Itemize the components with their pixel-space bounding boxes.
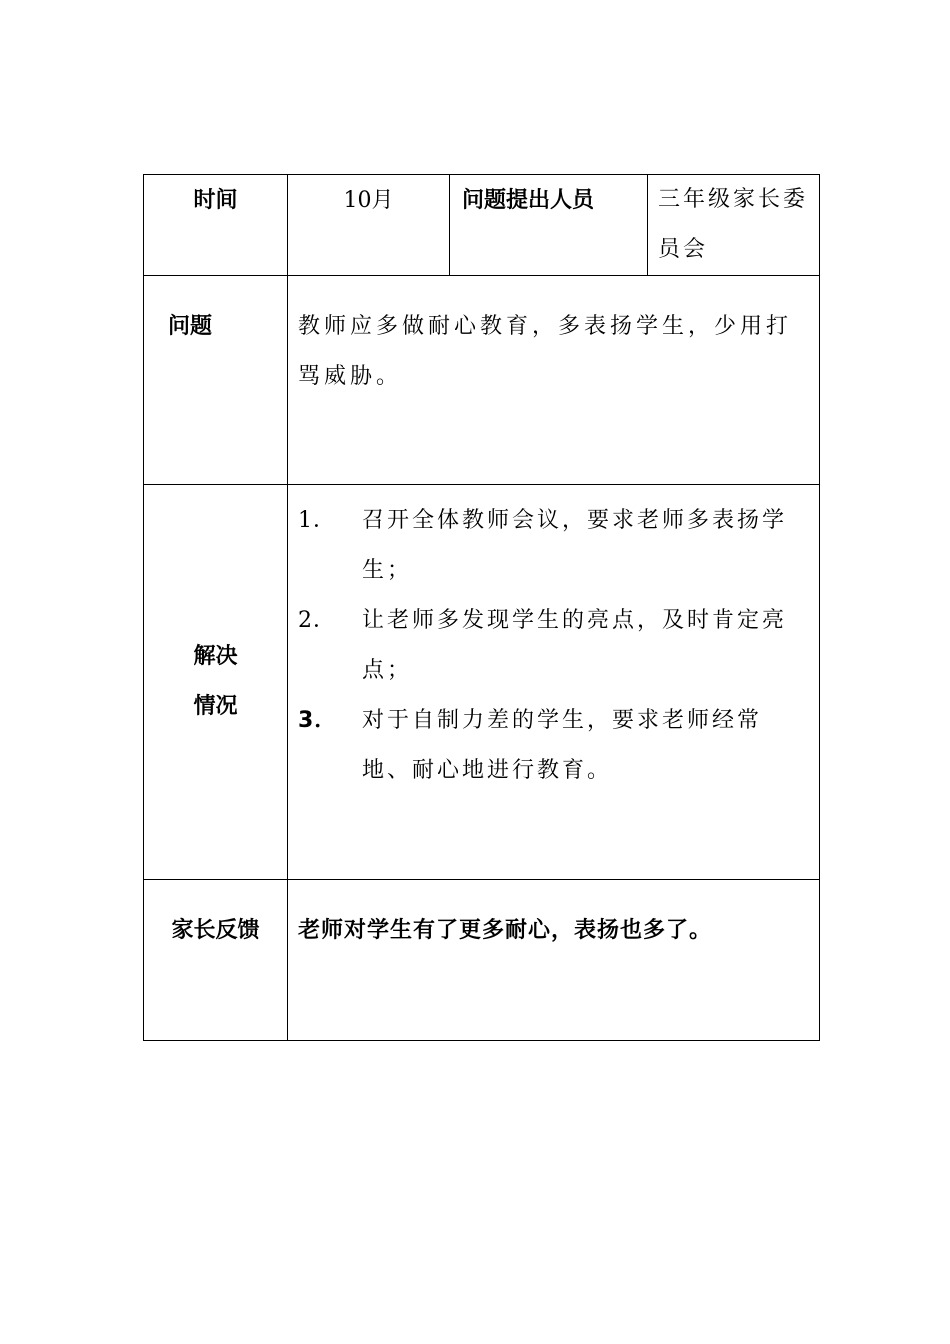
list-item-number: 3． — [298, 708, 338, 733]
resolution-row — [144, 485, 820, 880]
list-item-number: 2． — [298, 608, 336, 633]
resolution-label-line2: 情况 — [193, 694, 238, 719]
list-item — [298, 596, 811, 696]
proposer-label: 问题提出人员 — [462, 188, 595, 213]
resolution-label-cell — [144, 485, 288, 880]
resolution-cell — [288, 485, 820, 880]
issue-label: 问题 — [168, 314, 213, 339]
resolution-list — [288, 485, 819, 796]
feedback-row — [144, 880, 820, 1041]
issue-row — [144, 276, 820, 485]
resolution-label-line1: 解决 — [193, 644, 238, 669]
feedback-label: 家长反馈 — [171, 918, 260, 943]
feedback-cell — [288, 880, 820, 1041]
list-item-text: 让老师多发现学生的亮点，及时肯定亮点； — [362, 608, 788, 683]
list-item-text: 召开全体教师会议，要求老师多表扬学生； — [362, 508, 788, 583]
list-item — [298, 496, 811, 596]
header-row — [144, 175, 820, 276]
time-label-cell — [144, 175, 288, 276]
proposer-value: 三年级家长委员会 — [658, 187, 809, 262]
feedback-text: 老师对学生有了更多耐心，表扬也多了。 — [298, 918, 713, 943]
feedback-record-table — [143, 174, 820, 1041]
feedback-label-cell — [144, 880, 288, 1041]
issue-cell — [288, 276, 820, 485]
time-label: 时间 — [193, 188, 238, 213]
list-item-text: 对于自制力差的学生，要求老师经常地、耐心地进行教育。 — [362, 708, 763, 783]
month-value: 10月 — [343, 188, 394, 213]
issue-text: 教师应多做耐心教育，多表扬学生，少用打骂威胁。 — [298, 314, 793, 389]
proposer-cell — [648, 175, 820, 276]
list-item — [298, 696, 811, 796]
proposer-label-cell — [450, 175, 648, 276]
month-cell — [288, 175, 450, 276]
list-item-number: 1． — [298, 508, 336, 533]
issue-label-cell — [144, 276, 288, 485]
